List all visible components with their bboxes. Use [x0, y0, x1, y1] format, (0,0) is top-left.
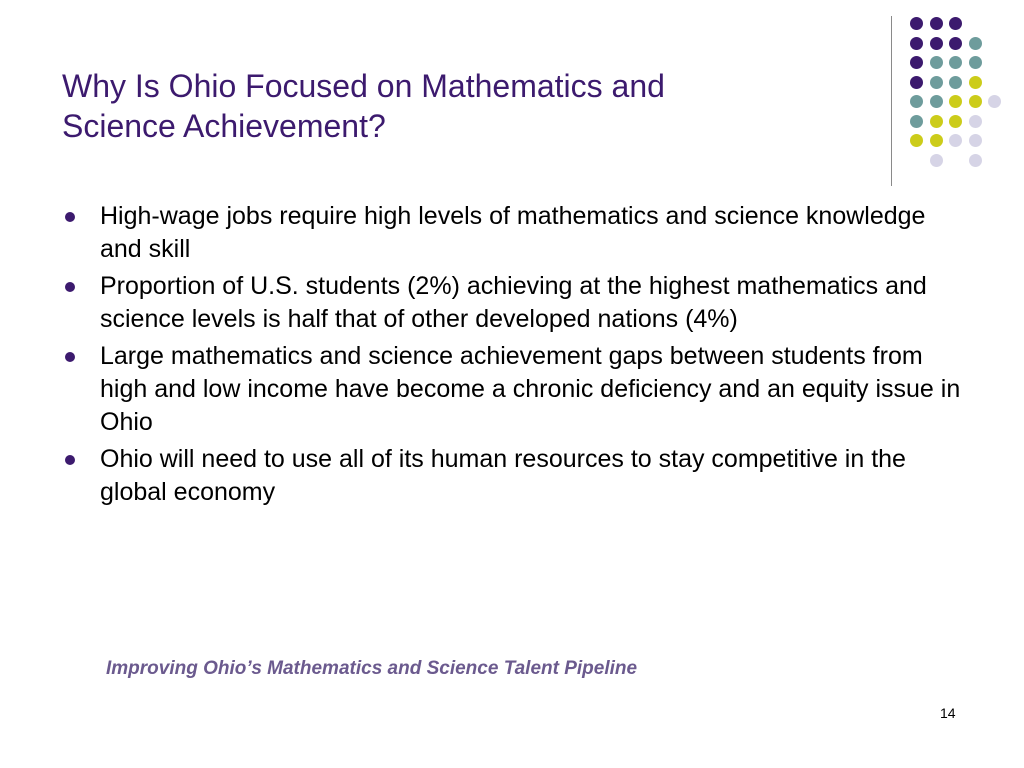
decorative-dot-icon: [949, 95, 962, 108]
decorative-dot-icon: [949, 76, 962, 89]
bullet-text: Ohio will need to use all of its human resources to stay competitive in the global economy: [100, 445, 906, 506]
vertical-divider: [891, 16, 892, 186]
decorative-dot-icon: [930, 37, 943, 50]
decorative-dot-icon: [910, 95, 923, 108]
page-number: 14: [940, 705, 956, 721]
decorative-dot-icon: [949, 56, 962, 69]
decorative-dot-icon: [969, 37, 982, 50]
decorative-dot-icon: [910, 37, 923, 50]
decorative-dot-icon: [969, 154, 982, 167]
bullet-text: Proportion of U.S. students (2%) achieving at the highest mathematics and science levels is half that of other developed nations (4%): [100, 272, 927, 333]
decorative-dot-icon: [949, 134, 962, 147]
decorative-dot-icon: [910, 115, 923, 128]
decorative-dot-icon: [930, 56, 943, 69]
decorative-dot-icon: [949, 17, 962, 30]
decorative-dot-icon: [949, 115, 962, 128]
slide-title: [62, 66, 842, 146]
bullet-marker-icon: [65, 212, 75, 222]
bullet-marker-icon: [65, 282, 75, 292]
decorative-dot-icon: [969, 134, 982, 147]
decorative-dot-icon: [969, 56, 982, 69]
decorative-dot-icon: [969, 76, 982, 89]
decorative-dot-icon: [949, 37, 962, 50]
decorative-dot-icon: [969, 95, 982, 108]
decorative-dot-icon: [910, 76, 923, 89]
slide-title-line-2: Science Achievement?: [62, 108, 386, 144]
decorative-dot-icon: [930, 115, 943, 128]
decorative-dot-icon: [910, 134, 923, 147]
decorative-dot-icon: [930, 134, 943, 147]
bullet-text: Large mathematics and science achievement gaps between students from high and low income have become a chronic deficiency and an equity issue in Ohio: [100, 342, 961, 436]
footer-text: Improving Ohio’s Mathematics and Science Talent Pipeline: [106, 658, 638, 679]
decorative-dot-icon: [930, 76, 943, 89]
bullet-item: [62, 443, 962, 509]
decorative-dot-icon: [910, 17, 923, 30]
bullet-item: [62, 340, 962, 439]
decorative-dot-icon: [930, 154, 943, 167]
decorative-dot-icon: [930, 17, 943, 30]
slide-title-line-1: Why Is Ohio Focused on Mathematics and: [62, 68, 665, 104]
decorative-dot-grid: [904, 14, 1014, 174]
decorative-dot-icon: [910, 56, 923, 69]
decorative-dot-icon: [969, 115, 982, 128]
bullet-list: [62, 200, 962, 513]
bullet-marker-icon: [65, 352, 75, 362]
decorative-dot-icon: [988, 95, 1001, 108]
bullet-item: [62, 270, 962, 336]
bullet-item: [62, 200, 962, 266]
decorative-dot-icon: [930, 95, 943, 108]
bullet-marker-icon: [65, 455, 75, 465]
bullet-text: High-wage jobs require high levels of mathematics and science knowledge and skill: [100, 202, 926, 263]
